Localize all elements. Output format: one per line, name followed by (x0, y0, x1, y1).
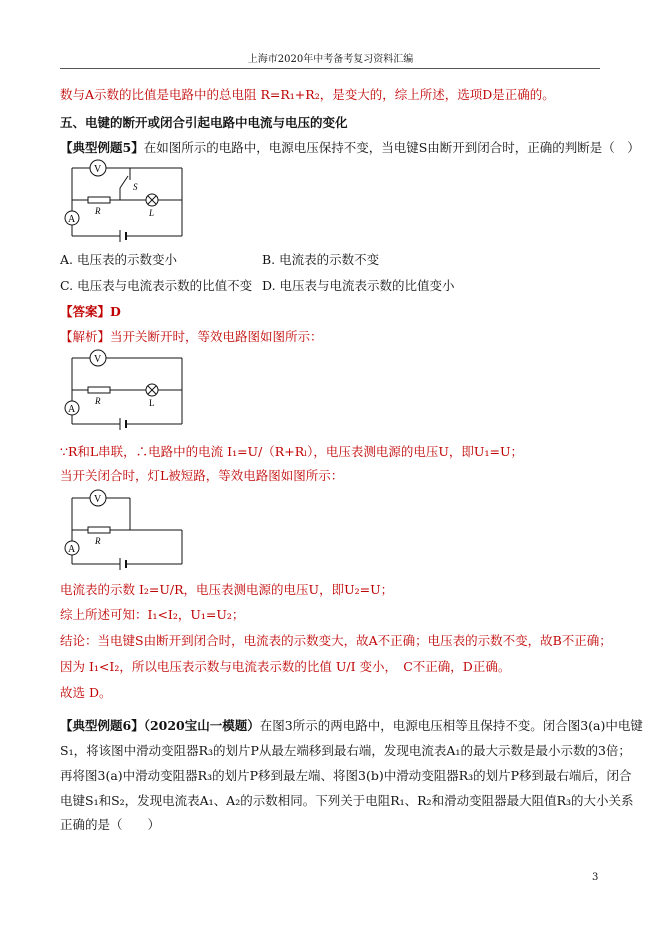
page-number: 3 (592, 872, 599, 883)
example6-source: （2020宝山一模题） (143, 718, 260, 733)
voltmeter-label: V (94, 164, 102, 175)
closed-current-line: 电流表的示数 I₂=U/R，电压表测电源的电压U，即U₂=U； (60, 582, 394, 597)
option-b: B. 电流表的示数不变 (262, 252, 380, 267)
resistor-label: R (95, 536, 101, 546)
option-d: D. 电压表与电流表示数的比值变小 (262, 278, 455, 293)
conclusion-cd-line: 因为 I₁<I₂，所以电压表示数与电流表示数的比值 U/I 变小， C不正确，D正确。 (60, 659, 511, 674)
circuit-figure-switch-open (60, 344, 190, 430)
answer-line: 【答案】D (60, 304, 121, 319)
conclusion-line: 数与A示数的比值是电路中的总电阻 R=R₁+R₂，是变大的，综上所述，选项D是正确的。 (60, 87, 555, 102)
choose-line: 故选 D。 (60, 685, 112, 700)
example6-line5: 正确的是（ ） (60, 817, 161, 832)
ammeter-label: A (68, 404, 76, 415)
example6-text: 在图3所示的两电路中，电源电压相等且保持不变。闭合图3(a)中电键 (259, 718, 643, 733)
switch-label: S (133, 182, 138, 192)
section-title: 五、电键的断开或闭合引起电路中电流与电压的变化 (60, 115, 348, 130)
example6-line3: 再将图3(a)中滑动变阻器R₃的划片P移到最左端、将图3(b)中滑动变阻器R₃的划片P移到最右端后，闭合 (60, 768, 632, 783)
circuit-figure-switch-closed (60, 484, 190, 570)
option-c: C. 电压表与电流表示数的比值不变 (60, 278, 253, 293)
resistor-label: R (95, 396, 101, 406)
option-a: A. 电压表的示数变小 (60, 252, 177, 267)
example5-text: 在如图所示的电路中，电源电压保持不变，当电键S由断开到闭合时，正确的判断是（ ） (143, 140, 640, 155)
resistor-label: R (95, 206, 101, 216)
analysis-line: 【解析】当开关断开时，等效电路图如图所示： (60, 329, 323, 344)
series-current-line: ∵R和L串联，∴电路中的电流 I₁=U/（R+Rₗ），电压表测电源的电压U，即U₁=U； (60, 444, 523, 459)
header-rule (60, 68, 600, 69)
example5-tag: 【典型例题5】 (60, 140, 144, 155)
example6-tag: 【典型例题6】 (60, 718, 144, 733)
lamp-label: L (149, 208, 155, 218)
conclusion-ab-line: 结论：当电键S由断开到闭合时，电流表的示数变大，故A不正确；电压表的示数不变，故B不正确； (60, 633, 612, 648)
example6-line2: S₁，将该图中滑动变阻器R₃的划片P从最左端移到最右端，发现电流表A₁的最大示数是最小示数的3倍； (60, 743, 631, 758)
circuit-figure-original (60, 152, 190, 244)
summary-line: 综上所述可知：I₁<I₂，U₁=U₂； (60, 607, 245, 622)
ammeter-label: A (68, 214, 76, 225)
example6-line1 (60, 716, 643, 734)
switch-closed-line: 当开关闭合时，灯L被短路，等效电路图如图所示： (60, 468, 344, 483)
voltmeter-label: V (94, 354, 102, 365)
page-header: 上海市2020年中考备考复习资料汇编 (247, 54, 414, 65)
voltmeter-label: V (94, 494, 102, 505)
example6-line4: 电键S₁和S₂，发现电流表A₁、A₂的示数相同。下列关于电阻R₁、R₂和滑动变阻器最大阻值R₃的大小关系 (60, 793, 634, 808)
ammeter-label: A (68, 544, 76, 555)
lamp-label: L (149, 398, 155, 408)
